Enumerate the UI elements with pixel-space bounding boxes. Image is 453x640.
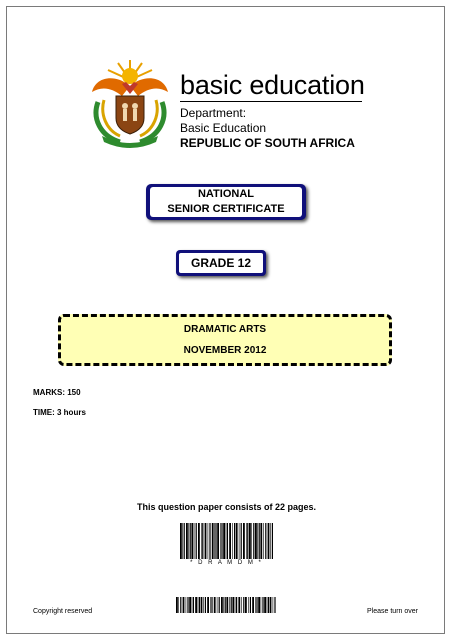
exam-session: NOVEMBER 2012 [183,345,267,356]
certificate-title-box [146,184,306,220]
brand-title: basic education [180,70,365,100]
coat-of-arms-icon [86,56,174,148]
copyright-notice: Copyright reserved [33,608,93,615]
barcode-text: * D R A M D M * [190,560,263,566]
brand-department-label: Department: [180,106,247,120]
page-count-note: This question paper consists of 22 pages. [136,502,317,512]
turn-over-notice: Please turn over [367,608,418,615]
certificate-title-line1: NATIONAL [197,188,254,200]
grade-label: GRADE 12 [179,253,263,273]
grade-box [176,250,266,276]
barcode [180,523,273,559]
brand-country: REPUBLIC OF SOUTH AFRICA [180,136,355,150]
footer-barcode [176,597,276,613]
subject-box [58,314,392,366]
certificate-title-line2: SENIOR CERTIFICATE [167,203,285,215]
brand-department-name: Basic Education [180,121,267,135]
marks-info: MARKS: 150 [33,388,81,397]
subject-name: DRAMATIC ARTS [183,324,267,335]
time-info: TIME: 3 hours [33,408,86,417]
brand-divider [180,101,362,102]
